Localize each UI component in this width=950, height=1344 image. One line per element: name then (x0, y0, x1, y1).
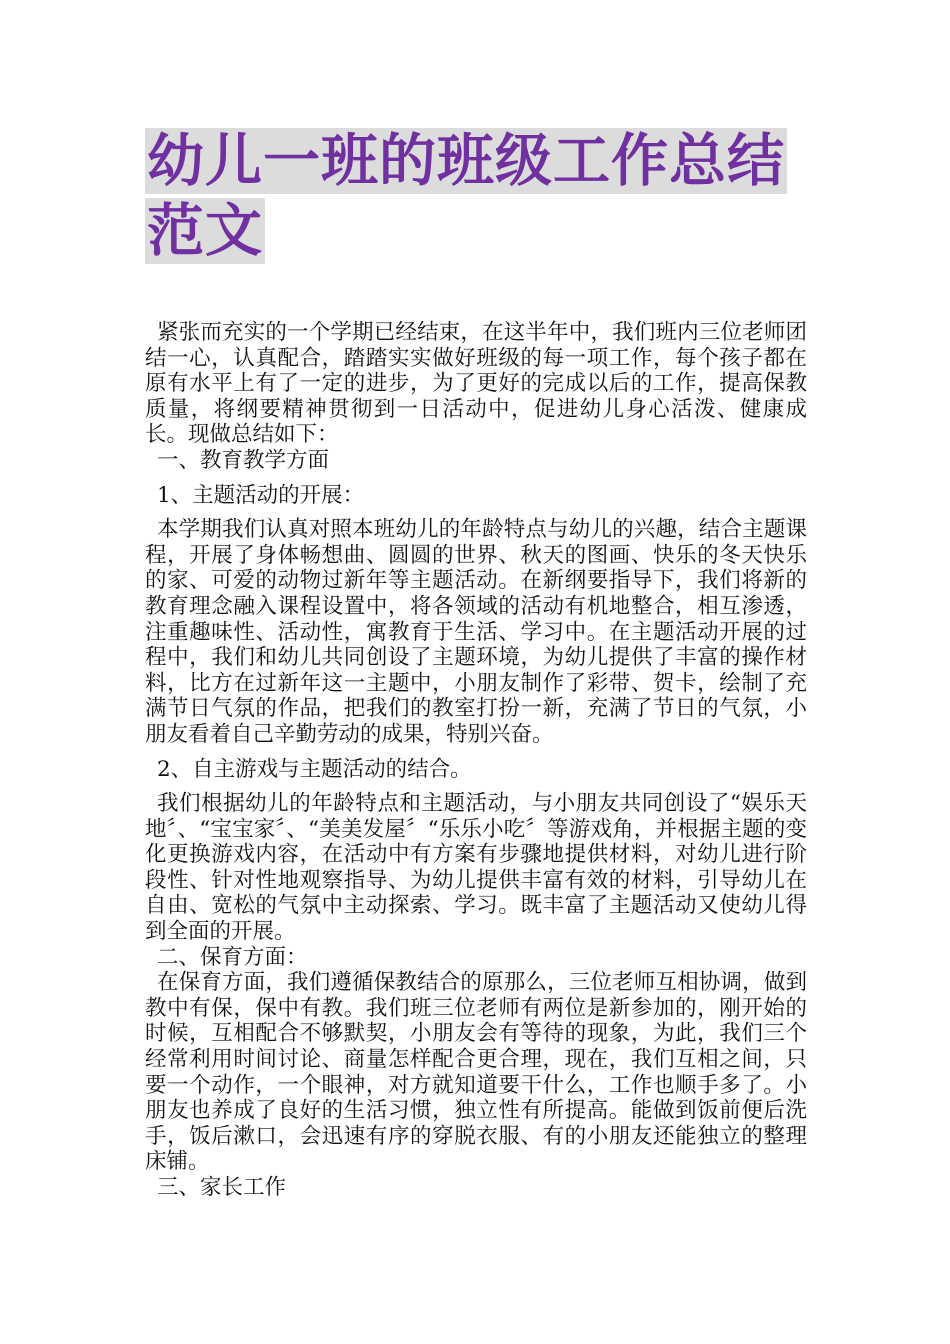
title-line-1: 幼儿一班的班级工作总结 (147, 128, 785, 194)
section-1-heading: 一、教育教学方面 (157, 447, 330, 473)
document-title (145, 128, 825, 268)
section-1-sub-2-heading: 2、自主游戏与主题活动的结合。 (157, 756, 472, 782)
section-1-sub-1-paragraph: 本学期我们认真对照本班幼儿的年龄特点与幼儿的兴趣，结合主题课程，开展了身体畅想曲、圆圆的世界、秋天的图画、快乐的冬天快乐的家、可爱的动物过新年等主题活动。在新纲要指导下，我们将新的教育理念融入课程设置中，将各领域的活动有机地整合，相互渗透，注重趣味性、活动性，寓教育于生活、学习中。在主题活动开展的过程中，我们和幼儿共同创设了主题环境，为幼儿提供了丰富的操作材料，比方在过新年这一主题中，小朋友制作了彩带、贺卡，绘制了充满节日气氛的作品，把我们的教室打扮一新，充满了节日的气氛，小朋友看着自己辛勤劳动的成果，特别兴奋。 (145, 517, 807, 747)
section-1-sub-2-paragraph: 我们根据幼儿的年龄特点和主题活动，与小朋友共同创设了“娱乐天地〞、“宝宝家〞、“美美发屋〞“乐乐小吃〞等游戏角，并根据主题的变化更换游戏内容，在活动中有方案有步骤地提供材料，对幼儿进行阶段性、针对性地观察指导、为幼儿提供丰富有效的材料，引导幼儿在自由、宽松的气氛中主动探索、学习。既丰富了主题活动又使幼儿得到全面的开展。 (145, 791, 807, 945)
section-2-paragraph: 在保育方面，我们遵循保教结合的原那么，三位老师互相协调，做到教中有保，保中有教。我们班三位老师有两位是新参加的，刚开始的时候，互相配合不够默契，小朋友会有等待的现象，为此，我们三个经常利用时间讨论、商量怎样配合更合理，现在，我们互相之间，只要一个动作，一个眼神，对方就知道要干什么，工作也顺手多了。小朋友也养成了良好的生活习惯，独立性有所提高。能做到饭前便后洗手，饭后漱口，会迅速有序的穿脱衣服、有的小朋友还能独立的整理床铺。 (145, 970, 807, 1175)
section-2-heading: 二、保育方面： (157, 944, 308, 970)
intro-paragraph: 紧张而充实的一个学期已经结束，在这半年中，我们班内三位老师团结一心，认真配合，踏踏实实做好班级的每一项工作，每个孩子都在原有水平上有了一定的进步，为了更好的完成以后的工作，提高保教质量，将纲要精神贯彻到一日活动中，促进幼儿身心活泼、健康成长。现做总结如下： (145, 320, 807, 448)
section-1-sub-1-heading: 1、主题活动的开展： (157, 482, 365, 508)
document-body (145, 320, 807, 1201)
section-3-heading: 三、家长工作 (157, 1175, 287, 1200)
title-line-2: 范文 (147, 198, 263, 264)
